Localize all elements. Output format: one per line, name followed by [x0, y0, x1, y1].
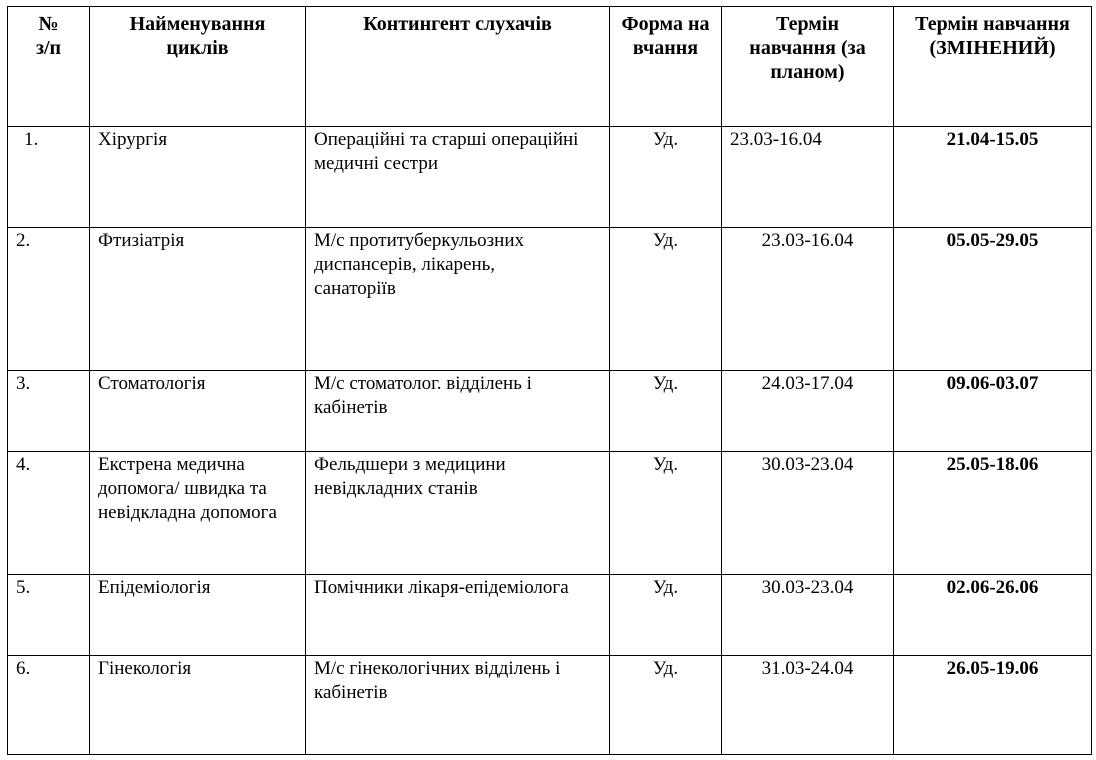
- training-schedule-table: [7, 6, 1092, 755]
- row-term-planned: 23.03-16.04: [722, 228, 894, 371]
- row-term-planned: 30.03-23.04: [722, 452, 894, 575]
- row-form: Уд.: [610, 452, 722, 575]
- table-row: [8, 452, 1092, 575]
- row-cycle: Стоматологія: [90, 371, 306, 452]
- row-term-planned: 31.03-24.04: [722, 656, 894, 755]
- table-row: [8, 575, 1092, 656]
- row-num: 6.: [8, 656, 90, 755]
- header-term-changed: Термін навчання (ЗМІНЕНИЙ): [894, 7, 1092, 127]
- row-form: Уд.: [610, 575, 722, 656]
- row-contingent: М/с стоматолог. відділень і кабінетів: [306, 371, 610, 452]
- table-row: [8, 656, 1092, 755]
- row-cycle: Хірургія: [90, 127, 306, 228]
- header-cycle: Найменування циклів: [90, 7, 306, 127]
- row-num: 2.: [8, 228, 90, 371]
- row-term-changed: 02.06-26.06: [894, 575, 1092, 656]
- row-num: 4.: [8, 452, 90, 575]
- row-num: 1.: [8, 127, 90, 228]
- row-term-planned: 23.03-16.04: [722, 127, 894, 228]
- row-contingent: Фельдшери з медицини невідкладних станів: [306, 452, 610, 575]
- row-form: Уд.: [610, 656, 722, 755]
- row-term-changed: 25.05-18.06: [894, 452, 1092, 575]
- header-form: Форма навчання: [610, 7, 722, 127]
- row-num: 5.: [8, 575, 90, 656]
- header-term-planned: Термін навчання (за планом): [722, 7, 894, 127]
- row-term-changed: 05.05-29.05: [894, 228, 1092, 371]
- row-cycle: Фтизіатрія: [90, 228, 306, 371]
- row-num: 3.: [8, 371, 90, 452]
- table-row: [8, 228, 1092, 371]
- row-cycle: Гінекологія: [90, 656, 306, 755]
- row-term-planned: 24.03-17.04: [722, 371, 894, 452]
- row-contingent: М/с гінекологічних відділень і кабінетів: [306, 656, 610, 755]
- row-cycle: Екстрена медична допомога/ швидка та невідкладна допомога: [90, 452, 306, 575]
- row-contingent: Операційні та старші операційні медичні сестри: [306, 127, 610, 228]
- header-row: [8, 7, 1092, 127]
- table-row: [8, 127, 1092, 228]
- row-term-planned: 30.03-23.04: [722, 575, 894, 656]
- row-form: Уд.: [610, 371, 722, 452]
- row-form: Уд.: [610, 127, 722, 228]
- row-term-changed: 21.04-15.05: [894, 127, 1092, 228]
- row-term-changed: 26.05-19.06: [894, 656, 1092, 755]
- table-row: [8, 371, 1092, 452]
- header-contingent: Контингент слухачів: [306, 7, 610, 127]
- row-form: Уд.: [610, 228, 722, 371]
- row-cycle: Епідеміологія: [90, 575, 306, 656]
- row-contingent: М/с протитуберкульозних диспансерів, лікарень, санаторіїв: [306, 228, 610, 371]
- row-term-changed: 09.06-03.07: [894, 371, 1092, 452]
- row-contingent: Помічники лікаря-епідеміолога: [306, 575, 610, 656]
- header-num: № з/п: [8, 7, 90, 127]
